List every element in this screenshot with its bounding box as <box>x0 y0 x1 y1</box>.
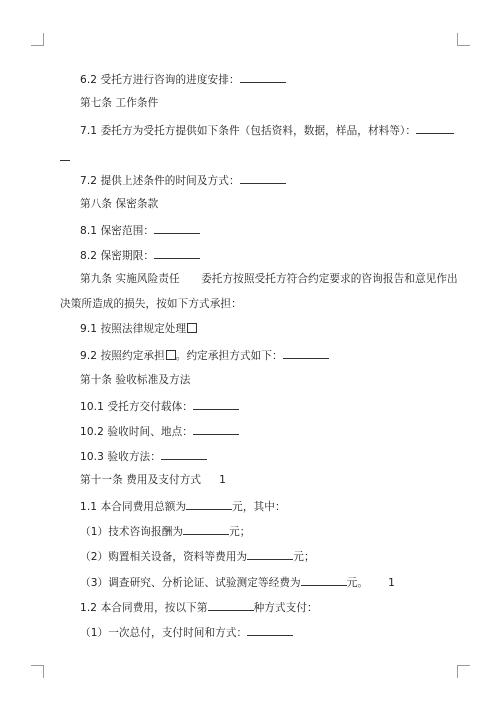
article-9-line-2 <box>60 297 242 311</box>
clause-6-2 <box>80 71 286 87</box>
blank-field[interactable] <box>161 448 207 460</box>
crop-mark-top-left <box>31 33 44 46</box>
clause-text: 7.1 委托方为受托方提供如下条件（包括资料，数据，样品，材料等）： <box>80 125 417 137</box>
fee-item-3 <box>80 574 395 590</box>
crop-mark-bottom-left <box>31 665 44 678</box>
blank-field[interactable] <box>247 624 293 636</box>
blank-field[interactable] <box>240 71 286 83</box>
footnote-mark: 1 <box>219 474 226 486</box>
clause-10-1 <box>80 398 239 414</box>
clause-text: 8.1 保密范围： <box>80 225 155 237</box>
clause-text: 6.2 受托方进行咨询的进度安排： <box>80 74 240 86</box>
footnote-mark: 1 <box>388 577 395 589</box>
crop-mark-top-right <box>457 33 470 46</box>
clause-8-1 <box>80 222 200 238</box>
blank-field[interactable] <box>193 398 239 410</box>
clause-text: 7.2 提供上述条件的时间及方式： <box>80 175 240 187</box>
clause-text: 9.2 按照约定承担 <box>80 350 165 362</box>
clause-text: 。约定承担方式如下： <box>175 350 283 362</box>
blank-field[interactable] <box>193 423 239 435</box>
clause-text: （1）一次总付，支付时间和方式： <box>80 627 248 639</box>
blank-field[interactable] <box>208 599 254 611</box>
clause-7-1 <box>80 122 454 138</box>
clause-text: 元。 <box>346 577 369 589</box>
blank-field[interactable] <box>416 122 454 134</box>
article-7-title <box>80 96 158 110</box>
clause-text: 9.1 按照法律规定处理 <box>80 323 187 335</box>
blank-field[interactable] <box>247 548 293 560</box>
article-title-text: 第十条 验收标准及方法 <box>80 374 191 386</box>
clause-text: 8.2 保密期限： <box>80 250 155 262</box>
clause-8-2 <box>80 247 200 263</box>
article-title-text: 第十一条 费用及支付方式 <box>80 474 202 486</box>
blank-field[interactable] <box>154 247 200 259</box>
fee-item-1 <box>80 523 250 539</box>
clause-text: 1.2 本合同费用，按以下第 <box>80 602 208 614</box>
clause-text: （1）技术咨询报酬为 <box>80 526 184 538</box>
clause-10-2 <box>80 423 239 439</box>
checkbox[interactable] <box>166 350 176 360</box>
crop-mark-bottom-right <box>457 665 470 678</box>
article-title-text: 第七条 工作条件 <box>80 97 159 109</box>
fee-item-2 <box>80 548 315 564</box>
article-9-line-1 <box>80 272 458 286</box>
article-8-title <box>80 197 158 211</box>
checkbox[interactable] <box>187 323 197 333</box>
clause-11-1-2 <box>80 599 318 615</box>
clause-text: 10.2 验收时间、地点： <box>80 426 194 438</box>
blank-field[interactable] <box>301 574 347 586</box>
clause-text: （2）购置相关设备，资料等费用为 <box>80 551 248 563</box>
clause-text: 10.3 验收方法： <box>80 451 161 463</box>
article-10-title <box>80 373 190 387</box>
clause-text: 元； <box>229 526 251 538</box>
article-11-title <box>80 473 226 487</box>
clause-text: 种方式支付： <box>253 602 318 614</box>
clause-11-1-1 <box>80 498 286 514</box>
article-text: 决策所造成的损失，按如下方式承担： <box>60 298 242 310</box>
blank-field[interactable] <box>240 172 286 184</box>
article-title-text: 第八条 保密条款 <box>80 198 159 210</box>
blank-field[interactable] <box>183 523 229 535</box>
article-text: 第九条 实施风险责任 委托方按照受托方符合约定要求的咨询报告和意见作出 <box>80 273 458 285</box>
clause-text: （3）调查研究、分析论证、试验测定等经费为 <box>80 577 301 589</box>
clause-text: 1.1 本合同费用总额为 <box>80 501 187 513</box>
blank-field[interactable] <box>186 498 232 510</box>
clause-text: 10.1 受托方交付载体： <box>80 401 194 413</box>
clause-10-3 <box>80 448 207 464</box>
blank-field[interactable] <box>154 222 200 234</box>
payment-option-1 <box>80 624 293 640</box>
clause-text: 元； <box>293 551 315 563</box>
clause-text: 元，其中： <box>232 501 286 513</box>
clause-9-2 <box>80 347 329 363</box>
blank-field-continuation[interactable] <box>60 160 70 161</box>
blank-field[interactable] <box>283 347 329 359</box>
clause-9-1 <box>80 322 197 336</box>
clause-7-2 <box>80 172 286 188</box>
